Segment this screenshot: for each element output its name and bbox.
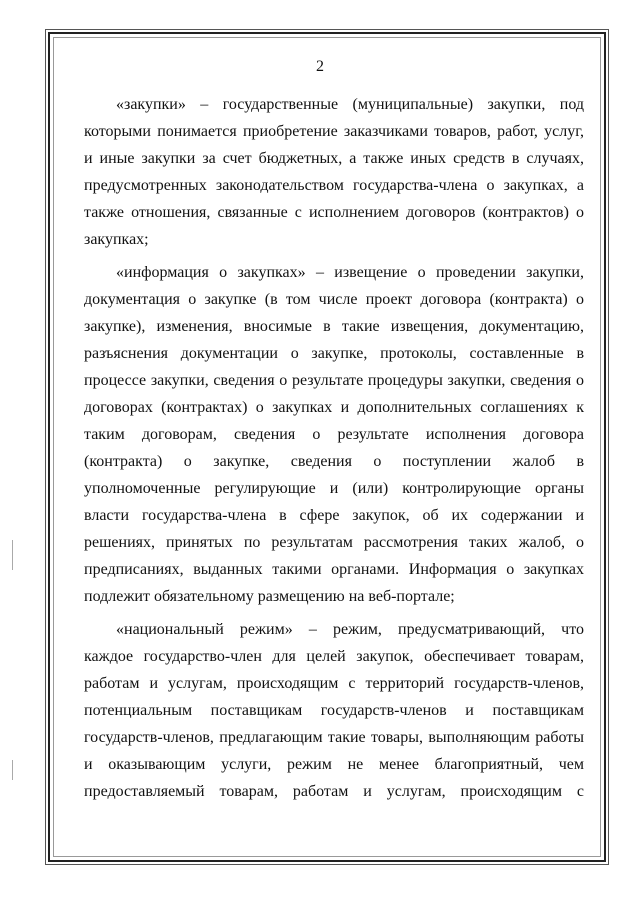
paragraph-informatsiya [84,259,584,610]
paragraph-natsionalny-rezhim [84,616,584,805]
text-line: процессе закупки, сведения о результате процедуры закупки, сведения о [84,372,584,389]
text-line: таким договорам, сведения о результате исполнения договора [84,426,584,443]
text-line: разъяснения документации о закупке, протоколы, составленные в [84,345,584,362]
text-line: «национальный режим» – режим, предусматривающий, что [116,621,584,638]
text-line: и оказывающим услуги, режим не менее благоприятный, чем [84,756,584,773]
scan-margin-mark [12,760,13,780]
text-line: которыми понимается приобретение заказчиками товаров, работ, услуг, [84,123,584,140]
text-line: подлежит обязательному размещению на веб-портале; [84,588,455,605]
page-number: 2 [316,58,324,75]
scan-margin-mark [12,540,13,570]
text-line: (контракта) о закупке, сведения о поступлении жалоб в [84,453,584,470]
text-line: предоставляемый товарам, работам и услугам, происходящим с [84,783,584,800]
text-line: государств-членов, предлагающим такие товары, выполняющим работы [84,729,584,746]
text-line: закупке), изменения, вносимые в такие извещения, документацию, [84,318,584,335]
text-line: предписаниях, выданных такими органами. Информация о закупках [84,561,584,578]
text-line: решениях, принятых по результатам рассмотрения таких жалоб, о [84,534,584,551]
text-line: закупках; [84,231,149,248]
text-line: договорах (контрактах) о закупках и дополнительных соглашениях к [84,399,584,416]
text-line: власти государства-члена в сфере закупок, об их содержании и [84,507,584,524]
text-line: «закупки» – государственные (муниципальные) закупки, под [116,96,584,113]
document-body [84,91,584,811]
text-line: каждое государство-член для целей закупок, обеспечивает товарам, [84,648,584,665]
text-line: потенциальным поставщикам государств-членов и поставщикам [84,702,584,719]
text-line: и иные закупки за счет бюджетных, а также иных средств в случаях, [84,150,584,167]
text-line: предусмотренных законодательством государства-члена о закупках, а [84,177,584,194]
text-line: уполномоченные регулирующие и (или) контролирующие органы [84,480,584,497]
text-line: работам и услугам, происходящим с территорий государств-членов, [84,675,584,692]
text-line: документация о закупке (в том числе проект договора (контракта) о [84,291,584,308]
text-line: «информация о закупках» – извещение о проведении закупки, [116,264,584,281]
text-line: также отношения, связанные с исполнением договоров (контрактов) о [84,204,584,221]
paragraph-zakupki [84,91,584,253]
